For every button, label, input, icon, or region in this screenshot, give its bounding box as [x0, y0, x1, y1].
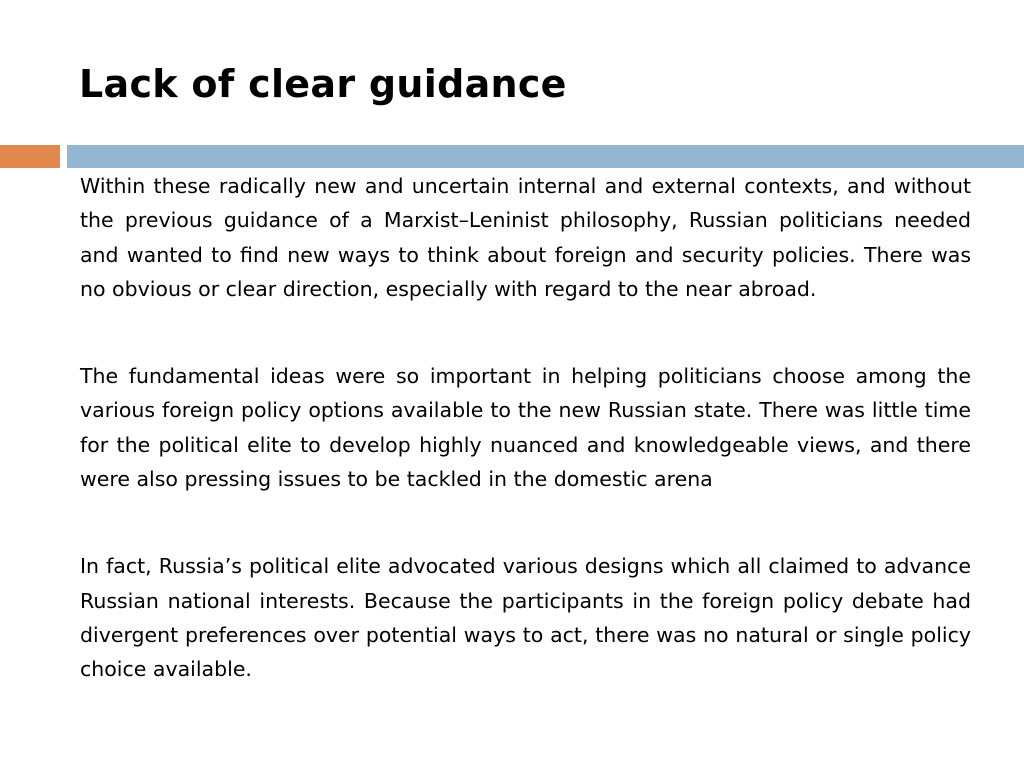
body-paragraph-3: In fact, Russia’s political elite advocated various designs which all claimed to advance Russian national interests. Because the participants in the foreign policy debate had divergent preferences over potential ways to act, there was no natural or single policy choice available.: [80, 554, 971, 682]
title-accent-bar-blue: [67, 145, 1024, 168]
slide-title: Lack of clear guidance: [79, 62, 567, 106]
slide-body: [80, 169, 971, 740]
body-paragraph-2: The fundamental ideas were so important in helping politicians choose among the various foreign policy options available to the new Russian state. There was little time for the political elite to develop highly nuanced and knowledgeable views, and there were also pressing issues to be tackled in the domestic arena: [80, 364, 971, 492]
body-paragraph-1: Within these radically new and uncertain internal and external contexts, and without the previous guidance of a Marxist–Leninist philosophy, Russian politicians needed and wanted to find new ways to think about foreign and security policies. There was no obvious or clear direction, especially with regard to the near abroad.: [80, 174, 971, 301]
title-accent-bar-orange: [0, 145, 60, 168]
